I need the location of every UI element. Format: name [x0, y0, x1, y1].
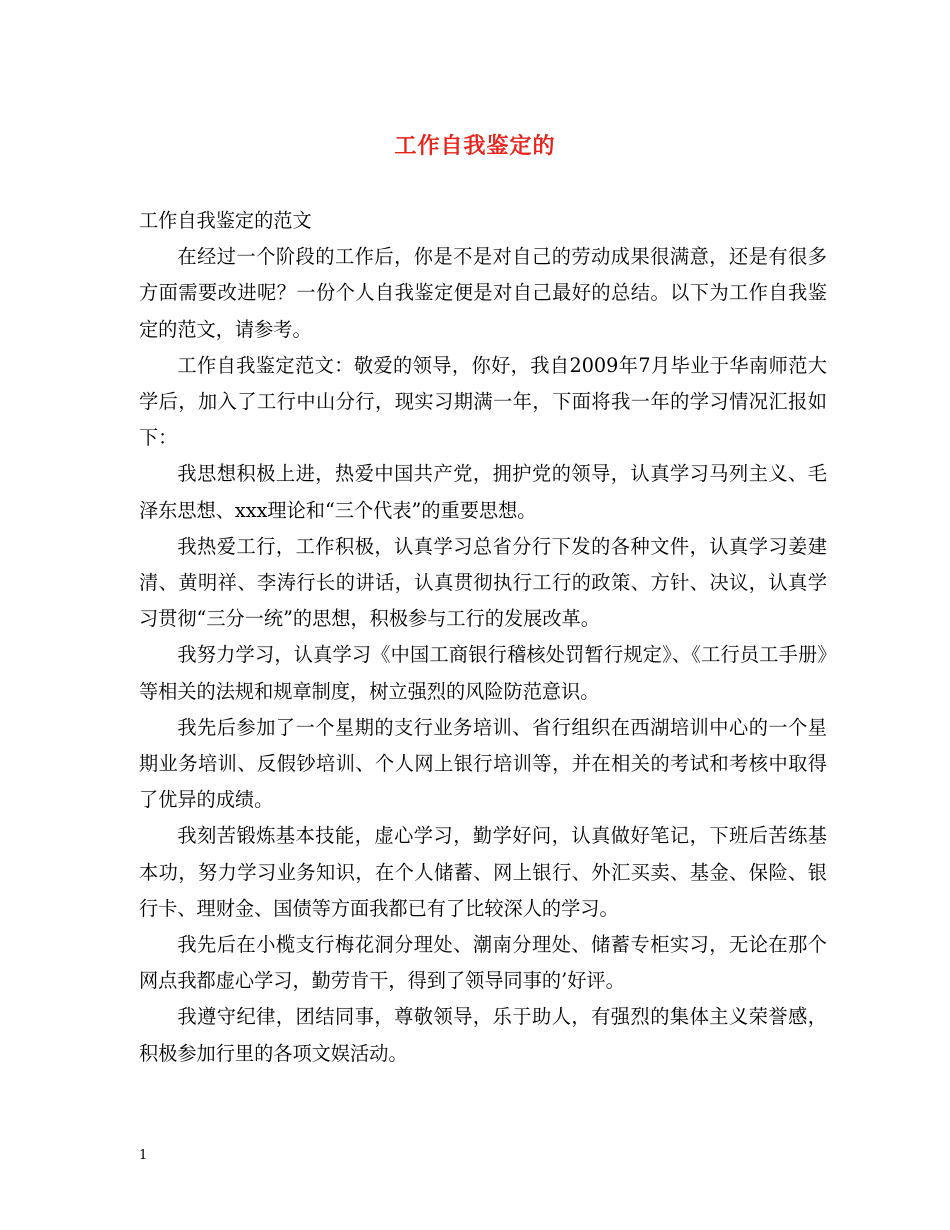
paragraph: 我先后参加了一个星期的支行业务培训、省行组织在西湖培训中心的一个星期业务培训、反假钞培训、个人网上银行培训等，并在相关的考试和考核中取得了优异的成绩。 [139, 715, 827, 812]
paragraph: 我先后在小榄支行梅花洞分理处、潮南分理处、储蓄专柜实习，无论在那个网点我都虚心学习，勤劳肯干，得到了领导同事的’好评。 [139, 933, 827, 993]
page-number: 1 [139, 1148, 148, 1163]
paragraph: 我遵守纪律，团结同事，尊敬领导，乐于助人，有强烈的集体主义荣誉感，积极参加行里的各项文娱活动。 [139, 1005, 827, 1065]
paragraph: 在经过一个阶段的工作后，你是不是对自己的劳动成果很满意，还是有很多方面需要改进呢？一份个人自我鉴定便是对自己最好的总结。以下为工作自我鉴定的范文，请参考。 [139, 245, 827, 341]
paragraph: 我思想积极上进，热爱中国共产党，拥护党的领导，认真学习马列主义、毛泽东思想、xxx理论和“三个代表”的重要思想。 [139, 462, 827, 522]
paragraph: 我刻苦锻炼基本技能，虚心学习，勤学好问，认真做好笔记，下班后苦练基本功，努力学习业务知识，在个人储蓄、网上银行、外汇买卖、基金、保险、银行卡、理财金、国债等方面我都已有了比较深人的学习。 [139, 824, 827, 920]
paragraph: 我努力学习，认真学习《中国工商银行稽核处罚暂行规定》、《工行员工手册》等相关的法规和规章制度，树立强烈的风险防范意识。 [139, 643, 827, 703]
document-title: 工作自我鉴定的 [394, 133, 556, 159]
document-subtitle: 工作自我鉴定的范文 [139, 209, 312, 232]
paragraph: 工作自我鉴定范文：敬爱的领导，你好，我自2009年7月毕业于华南师范大学后，加入了工行中山分行，现实习期满一年，下面将我一年的学习情况汇报如下： [139, 353, 827, 450]
document-body [139, 203, 827, 1072]
paragraph: 我热爱工行，工作积极，认真学习总省分行下发的各种文件，认真学习姜建清、黄明祥、李涛行长的讲话，认真贯彻执行工行的政策、方针、决议，认真学习贯彻“三分一统”的思想，积极参与工行的发展改革。 [139, 534, 827, 631]
